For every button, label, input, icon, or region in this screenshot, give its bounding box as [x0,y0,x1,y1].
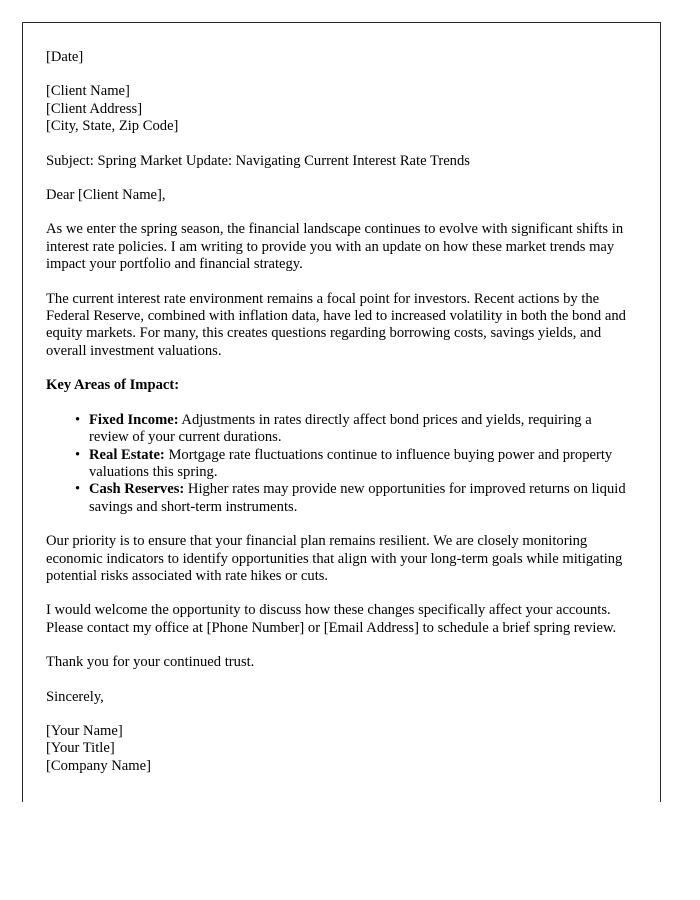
signature-block [46,723,631,775]
spacer [46,672,631,689]
spacer [46,360,631,377]
list-item [46,481,631,516]
list-item-text: Mortgage rate fluctuations continue to influence buying power and property valuations this spring. [89,446,613,480]
spacer [46,204,631,221]
spacer [46,66,631,83]
spacer [46,706,631,723]
spacer [46,395,631,412]
signature-title: [Your Title] [46,740,115,757]
list-item-text: Adjustments in rates directly affect bond prices and yields, requiring a review of your current durations. [89,411,592,446]
recipient-address-block [46,83,631,135]
spacer [46,516,631,533]
spacer [46,274,631,291]
recipient-address: [Client Address] [46,100,143,117]
list-item-text: Higher rates may provide new opportunities for improved returns on liquid savings and short-term instruments. [89,481,626,515]
signature-company: [Company Name] [46,757,151,774]
closing-paragraph-1: Our priority is to ensure that your financial plan remains resilient. We are closely monitoring economic indicators to identify opportunities that align with your long-term goals while mitigating potential risks associated with rate hikes or cuts. [46,533,623,584]
spacer [46,585,631,602]
list-item-lead: Real Estate: [89,446,165,463]
list-item [46,447,631,482]
list-item [46,412,631,447]
bullet-icon: • [75,446,81,463]
body-paragraph-2: The current interest rate environment remains a focal point for investors. Recent actions by the Federal Reserve, combined with inflation data, have led to increased volatility in both the bond and equity markets. For many, this creates questions regarding borrowing costs, savings yields, and overall investment valuations. [46,290,626,359]
list-item-lead: Cash Reserves: [89,481,185,498]
closing-paragraph-3: Thank you for your continued trust. [46,654,255,671]
recipient-name: [Client Name] [46,83,130,100]
document-page-frame [22,22,661,802]
letter-date: [Date] [46,49,84,65]
list-item-lead: Fixed Income: [89,411,179,428]
spacer [46,136,631,153]
letter-body [46,49,631,775]
signature-name: [Your Name] [46,722,123,739]
body-paragraph-1: As we enter the spring season, the financial landscape continues to evolve with significant shifts in interest rate policies. I am writing to provide you with an update on how these market trends may impact your portfolio and financial strategy. [46,221,624,273]
recipient-city-state-zip: [City, State, Zip Code] [46,118,179,135]
key-areas-list [46,412,631,516]
key-areas-heading: Key Areas of Impact: [46,377,180,394]
letter-subject: Subject: Spring Market Update: Navigating Current Interest Rate Trends [46,152,470,169]
closing-paragraph-2: I would welcome the opportunity to discuss how these changes specifically affect your accounts. Please contact my office at [Phone Number] or [Email Address] to schedule a brief spring review. [46,602,617,636]
spacer [46,637,631,654]
letter-salutation: Dear [Client Name], [46,187,166,204]
spacer [46,170,631,187]
bullet-icon: • [75,481,81,498]
bullet-icon: • [75,411,81,428]
letter-sign-off: Sincerely, [46,688,104,705]
